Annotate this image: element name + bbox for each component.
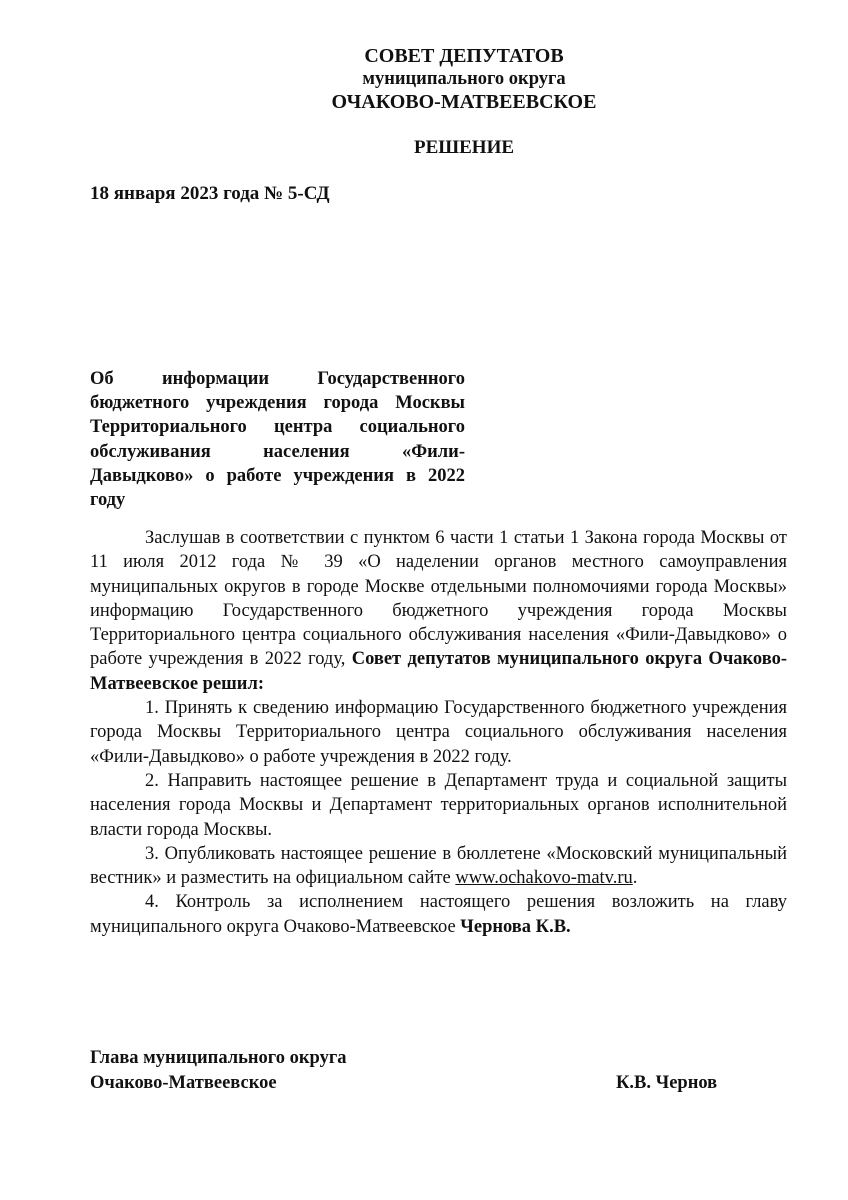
item-3-text: 3. Опубликовать настоящее решение в бюллетене «Московский муниципальный вестник» и разместить на официальном сайте — [90, 843, 787, 889]
document-type: РЕШЕНИЕ — [413, 137, 515, 158]
item-4-responsible: Чернова К.В. — [460, 916, 571, 937]
council-heading: СОВЕТ ДЕПУТАТОВ — [364, 45, 564, 67]
item-3-end: . — [632, 868, 638, 889]
signature-title-line2: Очаково-Матвеевское — [90, 1073, 277, 1093]
preamble-resolution: Совет депутатов муниципального округа Очаково-Матвеевское решил: — [90, 649, 787, 694]
item-2: 2. Направить настоящее решение в Департамент труда и социальной защиты населения города Москвы и Департамент территориальных органов исполнительной власти города Москвы. — [90, 770, 787, 840]
preamble-paragraph — [90, 526, 787, 696]
decision-body — [90, 526, 787, 939]
item-3 — [90, 842, 787, 891]
item-4 — [90, 890, 787, 939]
item-1: 1. Принять к сведению информацию Государственного бюджетного учреждения города Москвы Территориального центра социального обслуживания населения «Фили-Давыдково» о работе учреждения в 2022 году. — [90, 698, 787, 767]
item-4-text: 4. Контроль за исполнением настоящего решения возложить на главу муниципального округа Очаково-Матвеевское — [90, 892, 787, 937]
decision-subject: Об информации Государственного бюджетного учреждения города Москвы Территориального центра социального обслуживания населения «Фили-Давыдково» о работе учреждения в 2022 году — [90, 369, 465, 511]
website-link[interactable]: www.ochakovo-matv.ru — [455, 868, 633, 889]
district-name: ОЧАКОВО-МАТВЕЕВСКОЕ — [331, 91, 597, 113]
district-line: муниципального округа — [362, 69, 566, 89]
date-number: 18 января 2023 года № 5-СД — [90, 183, 330, 204]
preamble-text: Заслушав в соответствии с пунктом 6 части 1 статьи 1 Закона города Москвы от 11 июля 2012 года № 39 «О наделении органов местного самоуправления муниципальных округов в городе Москве отдельными полномочиями города Москвы» информацию Государственного бюджетного учреждения города Москвы Территориального центра социального обслуживания населения «Фили-Давыдково» о работе учреждения в 2022 году, — [90, 528, 787, 670]
signature-name: К.В. Чернов — [616, 1073, 718, 1093]
signature-title-line1: Глава муниципального округа — [90, 1048, 347, 1068]
